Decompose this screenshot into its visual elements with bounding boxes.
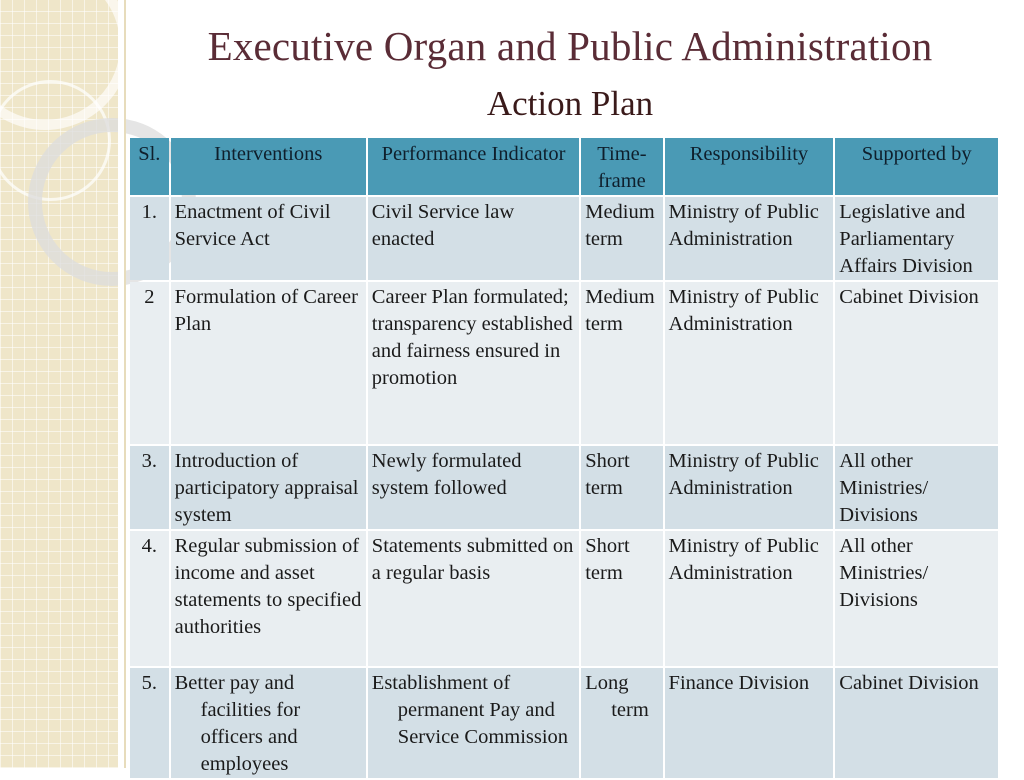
responsibility-text: Finance Division bbox=[668, 672, 810, 694]
header-timeframe: Time-frame bbox=[581, 138, 662, 195]
slide-title: Executive Organ and Public Administration bbox=[207, 23, 933, 69]
cell-supported bbox=[835, 668, 998, 778]
table-row bbox=[130, 531, 998, 666]
action-plan-table bbox=[128, 136, 1000, 780]
cell-sl: 2 bbox=[130, 282, 169, 444]
side-decoration bbox=[0, 0, 118, 768]
cell-responsibility: Ministry of Public Administration bbox=[665, 282, 834, 444]
cell-responsibility: Ministry of Public Administration bbox=[665, 531, 834, 666]
indicator-text: Establishment of permanent Pay and Service Commission bbox=[371, 672, 569, 748]
timeframe-text: Long term bbox=[585, 672, 649, 721]
cell-indicator: Civil Service law enacted bbox=[368, 197, 579, 280]
cell-responsibility bbox=[665, 668, 834, 778]
cell-timeframe: Short term bbox=[581, 446, 662, 529]
supported-text: Cabinet Division bbox=[839, 672, 979, 694]
cell-timeframe: Short term bbox=[581, 531, 662, 666]
header-supported: Supported by bbox=[835, 138, 998, 195]
cell-sl: 1. bbox=[130, 197, 169, 280]
cell-supported: All other Ministries/ Divisions bbox=[835, 531, 998, 666]
cell-sl: 4. bbox=[130, 531, 169, 666]
header-responsibility: Responsibility bbox=[665, 138, 834, 195]
cell-sl: 3. bbox=[130, 446, 169, 529]
cell-intervention: Formulation of Career Plan bbox=[171, 282, 366, 444]
header-interventions: Interventions bbox=[171, 138, 366, 195]
table-row bbox=[130, 197, 998, 280]
cell-indicator: Career Plan formulated; transparency established and fairness ensured in promotion bbox=[368, 282, 579, 444]
cell-indicator: Statements submitted on a regular basis bbox=[368, 531, 579, 666]
table-row bbox=[130, 446, 998, 529]
cell-indicator: Newly formulated system followed bbox=[368, 446, 579, 529]
cell-sl: 5. bbox=[130, 668, 169, 778]
table-row bbox=[130, 282, 998, 444]
cell-intervention: Regular submission of income and asset statements to specified authorities bbox=[171, 531, 366, 666]
cell-supported: Legislative and Parliamentary Affairs Division bbox=[835, 197, 998, 280]
cell-intervention: Enactment of Civil Service Act bbox=[171, 197, 366, 280]
table-header-row bbox=[130, 138, 998, 195]
header-indicator: Performance Indicator bbox=[368, 138, 579, 195]
table-row bbox=[130, 668, 998, 778]
intervention-text: Better pay and facilities for officers and employees bbox=[174, 672, 301, 775]
cell-indicator bbox=[368, 668, 579, 778]
cell-timeframe: Medium term bbox=[581, 282, 662, 444]
cell-responsibility: Ministry of Public Administration bbox=[665, 446, 834, 529]
cell-intervention bbox=[171, 668, 366, 778]
cell-supported: Cabinet Division bbox=[835, 282, 998, 444]
cell-supported: All other Ministries/ Divisions bbox=[835, 446, 998, 529]
header-sl: Sl. bbox=[130, 138, 169, 195]
side-line bbox=[124, 0, 126, 768]
cell-responsibility: Ministry of Public Administration bbox=[665, 197, 834, 280]
cell-intervention: Introduction of participatory appraisal system bbox=[171, 446, 366, 529]
cell-timeframe: Medium term bbox=[581, 197, 662, 280]
cell-timeframe bbox=[581, 668, 662, 778]
slide-subtitle: Action Plan bbox=[486, 84, 654, 123]
